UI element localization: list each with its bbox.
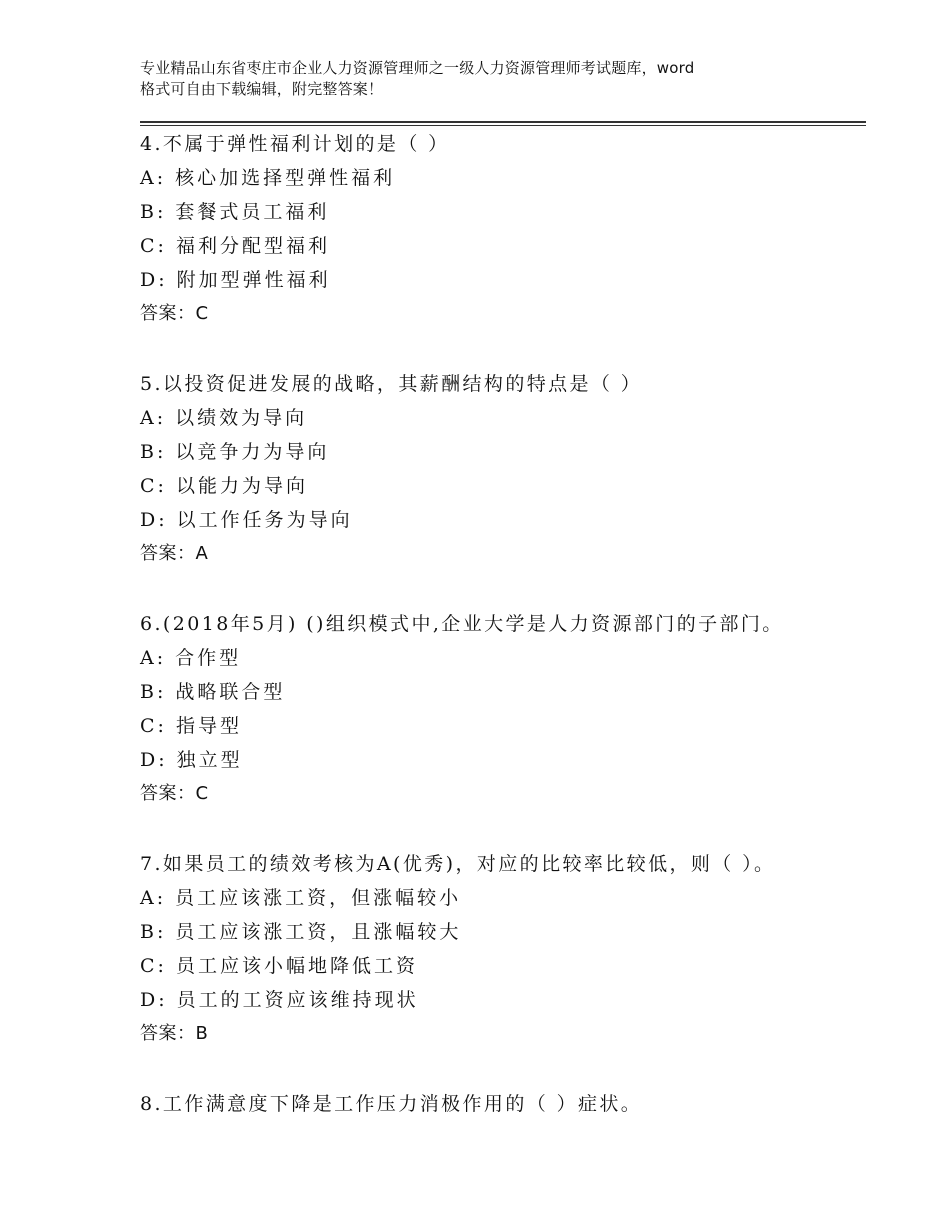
question-4	[140, 127, 880, 331]
option-d: D: 附加型弹性福利	[140, 269, 331, 291]
option-a: A: 员工应该涨工资，但涨幅较小	[140, 887, 462, 909]
question-5	[140, 367, 880, 571]
option-b: B: 战略联合型	[140, 681, 286, 703]
question-stem: 5.以投资促进发展的战略，其薪酬结构的特点是（ ）	[140, 373, 643, 395]
question-7	[140, 847, 880, 1051]
option-c: C: 指导型	[140, 715, 242, 737]
header-rule-thick	[140, 121, 866, 123]
option-a: A: 合作型	[140, 647, 242, 669]
question-stem: 6.(2018年5月) ()组织模式中,企业大学是人力资源部门的子部门。	[140, 613, 784, 635]
option-d: D: 员工的工资应该维持现状	[140, 989, 419, 1011]
question-stem: 7.如果员工的绩效考核为A(优秀)，对应的比较率比较低，则（ ）。	[140, 853, 776, 875]
option-c: C: 福利分配型福利	[140, 235, 330, 257]
document-header	[140, 58, 830, 100]
header-line-1: 专业精品山东省枣庄市企业人力资源管理师之一级人力资源管理师考试题库，word	[140, 59, 695, 77]
option-c: C: 员工应该小幅地降低工资	[140, 955, 418, 977]
option-d: D: 独立型	[140, 749, 243, 771]
question-6	[140, 607, 880, 811]
question-stem: 4.不属于弹性福利计划的是（ ）	[140, 133, 450, 155]
answer-label: 答案：B	[140, 1023, 209, 1044]
answer-label: 答案：C	[140, 303, 209, 324]
option-d: D: 以工作任务为导向	[140, 509, 353, 531]
question-stem: 8.工作满意度下降是工作压力消极作用的（ ）症状。	[140, 1093, 643, 1115]
option-b: B: 员工应该涨工资，且涨幅较大	[140, 921, 462, 943]
option-a: A: 以绩效为导向	[140, 407, 308, 429]
option-a: A: 核心加选择型弹性福利	[140, 167, 396, 189]
answer-label: 答案：A	[140, 543, 209, 564]
option-b: B: 套餐式员工福利	[140, 201, 330, 223]
option-b: B: 以竞争力为导向	[140, 441, 330, 463]
header-line-2: 格式可自由下载编辑，附完整答案！	[140, 80, 384, 98]
option-c: C: 以能力为导向	[140, 475, 308, 497]
header-rule-thin	[140, 125, 866, 126]
question-8	[140, 1087, 880, 1121]
question-list	[140, 127, 880, 1157]
answer-label: 答案：C	[140, 783, 209, 804]
